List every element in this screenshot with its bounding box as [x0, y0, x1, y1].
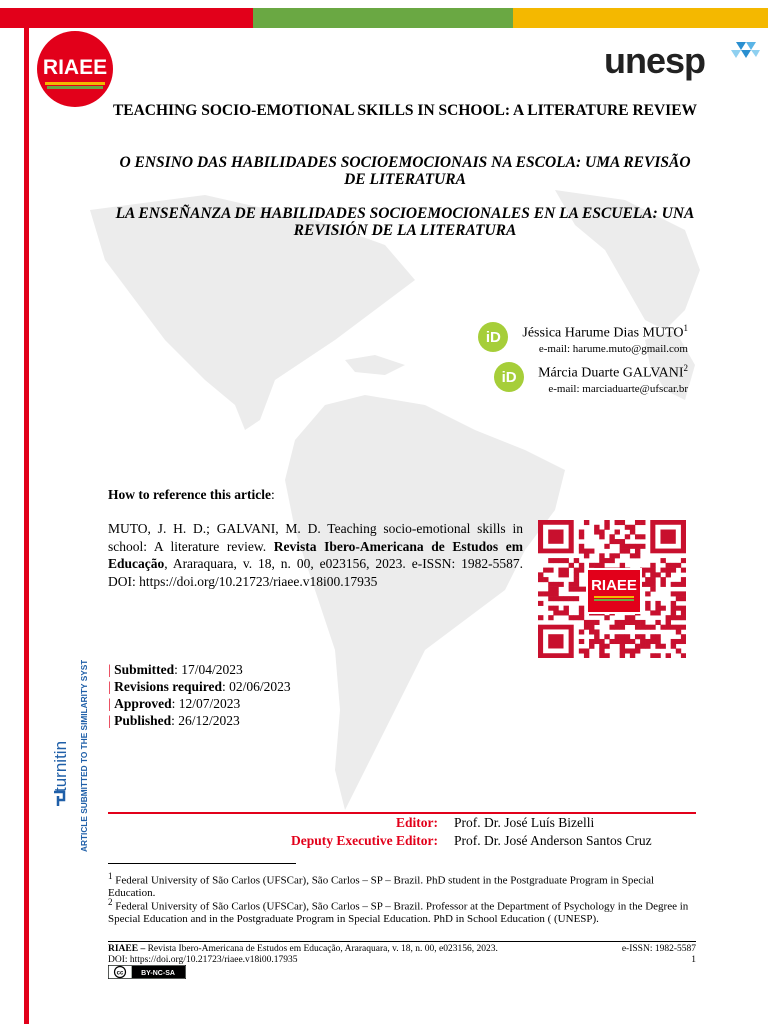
- how-to-reference-heading: How to reference this article:: [108, 487, 275, 502]
- turnitin-icon: [54, 792, 64, 806]
- turnitin-badge: [44, 660, 94, 860]
- footnote-2: $^2$ Federal University of São Carlos (UFSCar), São Carlos – SP – Brazil. Professor at the Department of Psychology in the Degree in Special Education and in the Postgraduate Program in Special Education. PhD in School Education ( (UNESP).: [108, 897, 689, 926]
- unesp-logo: [604, 40, 760, 90]
- author-footnote-ref: 2: [683, 363, 688, 373]
- author-name: Jéssica Harume Dias MUTO: [522, 325, 684, 341]
- page-footer: [108, 941, 696, 966]
- turnitin-note: ARTICLE SUBMITTED TO THE SIMILARITY SYSTEM: [79, 660, 89, 852]
- cc-icon: cc: [116, 970, 124, 977]
- journal-name: Revista Ibero-Americana de Estudos em Educação: [108, 538, 523, 571]
- title-portuguese: O ENSINO DAS HABILIDADES SOCIOEMOCIONAIS NA ESCOLA: UMA REVISÃO DE LITERATURA: [119, 154, 691, 188]
- map-watermark: [85, 190, 705, 830]
- title-spanish: LA ENSEÑANZA DE HABILIDADES SOCIOEMOCIONALES EN LA ESCUELA: UNA REVISIÓN DE LA LITERATURA: [115, 205, 695, 239]
- author-2: [440, 360, 688, 396]
- footnote-divider: [108, 863, 296, 864]
- submitted-date: | Submitted: 17/04/2023: [108, 662, 243, 677]
- riaee-logo-text: RIAEE: [42, 56, 108, 79]
- reference-citation: MUTO, J. H. D.; GALVANI, M. D. Teaching socio-emotional skills in school: A literature review. Revista Ibero-Americana de Estudos em Educação, Araraquara, v. 18, n. 00, e023156, 2023. e-ISSN: 1982-5587. DOI: https://doi.org/10.21723/riaee.v18i00.17935: [108, 521, 523, 589]
- revisions-date: | Revisions required: 02/06/2023: [108, 679, 291, 694]
- page-number: 1: [691, 955, 696, 965]
- orcid-icon[interactable]: iD: [494, 362, 524, 392]
- qr-riaee-logo: RIAEE: [586, 568, 642, 614]
- author-email[interactable]: e-mail: marciaduarte@ufscar.br: [548, 382, 688, 395]
- unesp-logo-text: unesp: [604, 40, 706, 81]
- turnitin-brand: turnitin: [51, 740, 70, 792]
- unesp-logo-mark: [726, 40, 760, 70]
- editor-name: Prof. Dr. José Luís Bizelli: [454, 815, 595, 830]
- riaee-logo: [33, 30, 117, 108]
- cc-terms: BY-NC-SA: [141, 970, 175, 977]
- top-color-bar: [0, 8, 768, 28]
- cc-license-badge[interactable]: [108, 965, 186, 979]
- approved-date: | Approved: 12/07/2023: [108, 696, 241, 711]
- left-red-border: [24, 8, 29, 1024]
- author-1: [440, 320, 688, 356]
- orcid-icon[interactable]: iD: [478, 322, 508, 352]
- qr-code[interactable]: [538, 520, 686, 658]
- author-name: Márcia Duarte GALVANI: [538, 365, 684, 381]
- published-date: | Published: 26/12/2023: [108, 713, 240, 728]
- footer-journal: RIAEE – Revista Ibero-Americana de Estudos em Educação, Araraquara, v. 18, n. 00, e023156, 2023.: [108, 944, 498, 954]
- footer-issn: e-ISSN: 1982-5587: [621, 944, 696, 954]
- deputy-editor-label: Deputy Executive Editor:: [291, 833, 438, 848]
- author-email[interactable]: e-mail: harume.muto@gmail.com: [538, 342, 688, 355]
- footer-doi[interactable]: DOI: https://doi.org/10.21723/riaee.v18i00.17935: [108, 955, 298, 965]
- deputy-editor-name: Prof. Dr. José Anderson Santos Cruz: [454, 833, 652, 848]
- editor-divider: [108, 812, 696, 814]
- footnote-1: $^1$ Federal University of São Carlos (UFSCar), São Carlos – SP – Brazil. PhD student in the Postgraduate Program in Special Education.: [108, 871, 655, 900]
- author-footnote-ref: 1: [683, 323, 688, 333]
- title-english: TEACHING SOCIO-EMOTIONAL SKILLS IN SCHOOL: A LITERATURE REVIEW: [112, 102, 698, 119]
- editor-label: Editor:: [396, 815, 438, 830]
